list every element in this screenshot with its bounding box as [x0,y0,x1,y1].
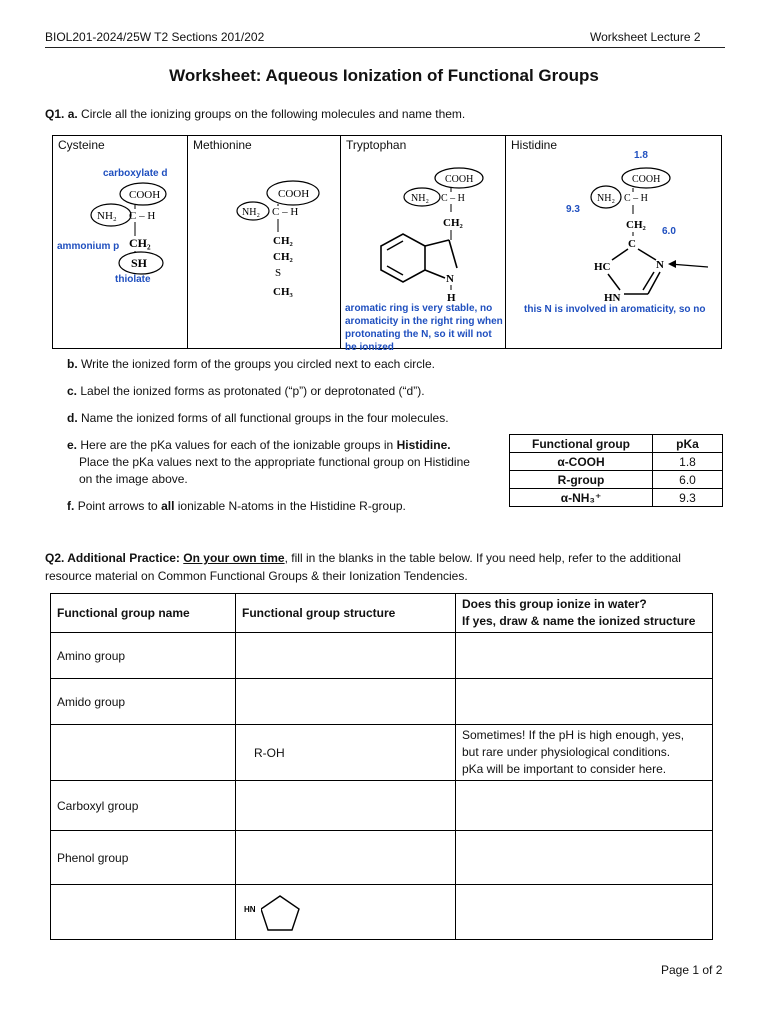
pka-group: R-group [510,471,653,489]
his-pka-rgroup: 6.0 [662,226,676,237]
his-n: N [656,259,664,271]
fg-ionize-line: pKa will be important to consider here. [462,762,667,776]
fg-header-ionize-1: Does this group ionize in water? [462,597,647,611]
met-s: S [275,267,282,279]
q2-text1: , fill in the blanks in the table below. If you need help, refer to the additional [284,551,681,565]
page-number: Page 1 of 2 [661,963,723,977]
fg-structure[interactable] [236,781,456,831]
his-ch2: CH₂ [626,219,646,231]
cys-annot-ammonium: ammonium p [57,241,120,252]
fg-name: Amido group [51,679,236,725]
pyrrolidine-structure [242,886,312,936]
tryptophan-title: Tryptophan [346,138,407,152]
lecture-header: Worksheet Lecture 2 [590,30,701,44]
q1d-text: Name the ionized forms of all functional groups in the four molecules. [81,411,449,425]
trp-cooh: COOH [445,174,474,185]
cysteine-title: Cysteine [58,138,105,152]
q1f-line [67,499,406,513]
q1e-text3: on the image above. [79,472,188,486]
q1e-bold: Histidine. [396,438,451,452]
pka-value: 1.8 [653,453,723,471]
fg-structure[interactable] [236,831,456,885]
trp-ch: C – H [441,193,465,204]
methionine-structure [188,136,340,348]
q2-text2: resource material on Common Functional Groups & their Ionization Tendencies. [45,569,468,583]
fg-name[interactable] [51,725,236,781]
q1a-text: Circle all the ionizing groups on the following molecules and name them. [81,107,466,121]
cys-annot-carboxylate: carboxylate d [103,168,168,179]
his-hc: HC [594,261,611,273]
q1f-text-after: ionizable N-atoms in the Histidine R-group. [177,499,406,513]
molecule-table [52,135,722,353]
course-header: BIOL201-2024/25W T2 Sections 201/202 [45,30,265,44]
table-row [510,471,723,489]
fg-header-name: Functional group name [51,594,236,633]
cell-cysteine [53,136,188,349]
histidine-annotation: this N is involved in aromaticity, so no [524,304,706,315]
trp-ch2: CH₂ [443,217,463,229]
q1c-label: c. [67,384,78,398]
trp-h: H [447,292,456,304]
pka-table [509,434,723,507]
q1f-text-before: Point arrows to [77,499,158,513]
methionine-title: Methionine [193,138,252,152]
cys-ch2: CH₂ [129,236,151,250]
fg-structure: R-OH [236,725,456,781]
table-row [51,679,713,725]
cys-sh: SH [131,256,148,270]
page-title: Worksheet: Aqueous Ionization of Functional Groups [169,66,599,85]
trp-n: N [446,273,454,285]
pka-group: α-COOH [510,453,653,471]
fg-name: Carboxyl group [51,781,236,831]
pka-value: 9.3 [653,489,723,507]
cell-methionine [188,136,341,349]
q1b-label: b. [67,357,78,371]
histidine-title: Histidine [511,138,558,152]
q1f-label: f. [67,499,75,513]
his-pka-cooh: 1.8 [634,150,648,161]
met-cooh: COOH [278,188,310,200]
q1-label: Q1. [45,107,65,121]
header-rule [45,47,725,48]
q1d-label: d. [67,411,78,425]
fg-structure [236,885,456,940]
fg-ionize[interactable] [456,781,713,831]
met-ch3: CH₃ [273,286,293,298]
trp-nh2: NH₂ [411,193,429,204]
q1a-line [45,107,465,121]
q2-underline: On your own time [183,551,285,565]
fg-ionize [456,725,713,781]
pka-value: 6.0 [653,471,723,489]
pka-header-pka: pKa [653,435,723,453]
met-ch2-a: CH₂ [273,235,293,247]
fg-ionize-line: but rare under physiological conditions. [462,745,671,759]
fg-header-structure: Functional group structure [236,594,456,633]
q1c-line [67,384,425,398]
q1b-line [67,357,435,371]
his-nh2: NH₂ [597,193,615,204]
fg-ionize-line: Sometimes! If the pH is high enough, yes, [462,728,685,742]
functional-group-table [50,593,713,940]
fg-name[interactable] [51,885,236,940]
q1d-line [67,411,449,425]
fg-name: Phenol group [51,831,236,885]
table-row [51,831,713,885]
met-ch: C – H [272,206,299,218]
table-row [51,725,713,781]
table-row [51,781,713,831]
q2-text [45,549,735,585]
fg-structure[interactable] [236,633,456,679]
pyrrolidine-hn: HN [244,904,256,914]
pka-group: α-NH₃⁺ [510,489,653,507]
met-ch2-b: CH₂ [273,251,293,263]
cys-cooh: COOH [129,189,161,201]
q1c-text: Label the ionized forms as protonated (“p”) or deprotonated (“d”). [80,384,425,398]
his-hn: HN [604,292,621,304]
q2-label: Q2. Additional Practice: [45,551,180,565]
cysteine-structure [53,136,187,348]
q1e-line [67,437,470,488]
fg-header-ionize-2: If yes, draw & name the ionized structure [462,614,696,628]
q1e-text: Here are the pKa values for each of the ionizable groups in [80,438,394,452]
tryptophan-annotation: aromatic ring is very stable, no aromaticity in the right ring when protonating the N, so it will not be ionized [345,303,503,353]
fg-name: Amino group [51,633,236,679]
histidine-structure [506,136,726,348]
table-row [510,453,723,471]
fg-structure[interactable] [236,679,456,725]
fg-header-ionize [456,594,713,633]
fg-ionize[interactable] [456,633,713,679]
pka-header-group: Functional group [510,435,653,453]
table-row [510,489,723,507]
q1e-text2: Place the pKa values next to the appropriate functional group on Histidine [79,455,470,469]
fg-ionize[interactable] [456,885,713,940]
table-row [51,633,713,679]
his-ch: C – H [624,193,648,204]
cell-tryptophan [341,136,506,353]
q1f-bold: all [161,499,175,513]
cys-ch: C – H [129,210,156,222]
q1e-label: e. [67,438,78,452]
q1a-label: a. [67,107,78,121]
cys-annot-thiolate: thiolate [115,274,151,285]
his-pka-nh3: 9.3 [566,204,580,215]
fg-ionize[interactable] [456,679,713,725]
met-nh2: NH₂ [242,207,260,218]
q1b-text: Write the ionized form of the groups you circled next to each circle. [81,357,435,371]
his-c: C [628,238,636,250]
cys-nh2: NH₂ [97,210,117,222]
table-row [51,885,713,940]
cell-histidine [506,136,722,349]
fg-ionize[interactable] [456,831,713,885]
his-cooh: COOH [632,174,661,185]
